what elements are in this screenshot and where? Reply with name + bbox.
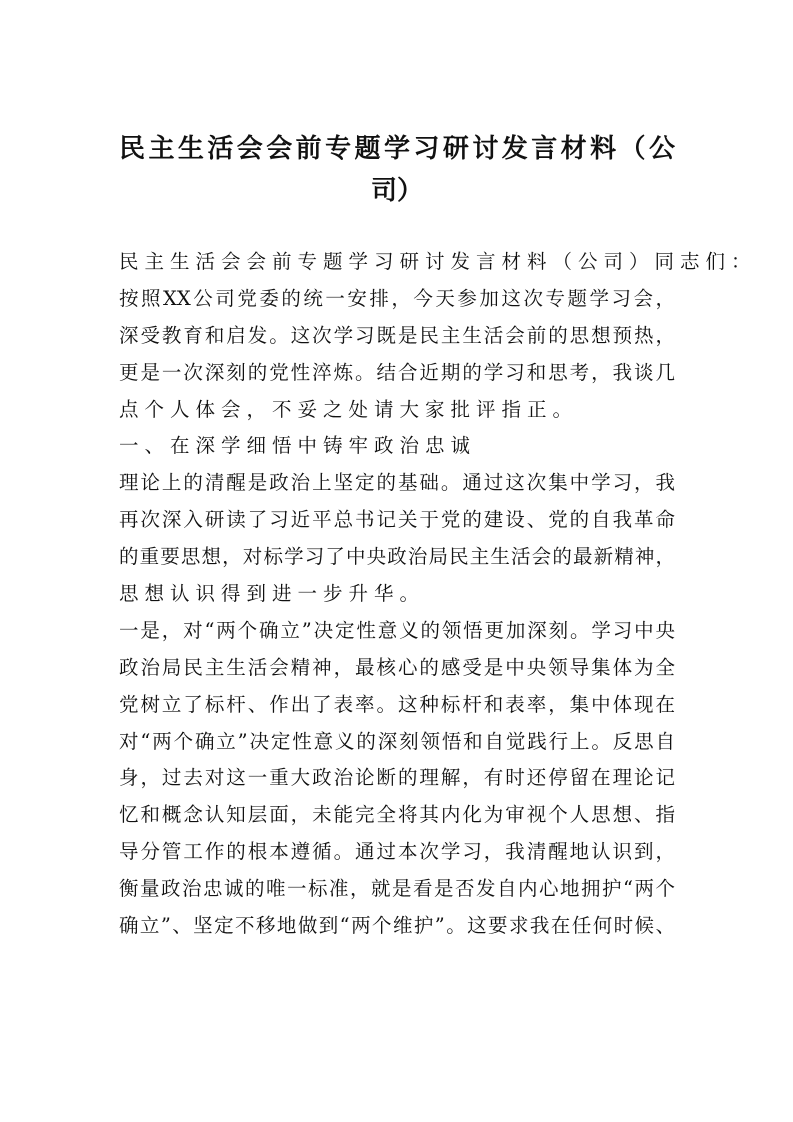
text-line: 民主生活会会前专题学习研讨发言材料（公司）同志们：	[119, 250, 757, 273]
title-line: 民主生活会会前专题学习研讨发言材料（公	[119, 134, 675, 164]
text-line: 党树立了标杆、作出了表率。这种标杆和表率，集中体现在	[119, 692, 675, 716]
text-line: 再次深入研读了习近平总书记关于党的建设、党的自我革命	[119, 508, 675, 532]
text-line: 一、在深学细悟中铸牢政治忠诚	[119, 434, 477, 458]
title-line: 司）	[370, 176, 423, 206]
text-line: 思想认识得到进一步升华。	[119, 582, 426, 606]
section-heading	[119, 428, 675, 465]
document-title	[119, 128, 675, 212]
text-line: 政治局民主生活会精神，最核心的感受是中央领导集体为全	[119, 655, 675, 679]
text-line: 忆和概念认知层面，未能完全将其内化为审视个人思想、指	[119, 803, 675, 827]
text-line: 更是一次深刻的党性淬炼。结合近期的学习和思考，我谈几	[119, 360, 675, 384]
text-line: 深受教育和启发。这次学习既是民主生活会前的思想预热，	[119, 323, 675, 347]
document-body	[119, 244, 757, 945]
text-line: 按照XX公司党委的统一安排，今天参加这次专题学习会，	[119, 286, 675, 310]
text-line: 一是，对“两个确立”决定性意义的领悟更加深刻。学习中央	[119, 618, 675, 642]
paragraph	[119, 465, 675, 613]
text-line: 身，过去对这一重大政治论断的理解，有时还停留在理论记	[119, 766, 675, 790]
text-line: 理论上的清醒是政治上坚定的基础。通过这次集中学习，我	[119, 471, 675, 495]
text-line: 导分管工作的根本遵循。通过本次学习，我清醒地认识到，	[119, 840, 675, 864]
paragraph	[119, 244, 757, 281]
paragraph	[119, 613, 675, 945]
text-line: 对“两个确立”决定性意义的深刻领悟和自觉践行上。反思自	[119, 729, 675, 753]
text-line: 衡量政治忠诚的唯一标准，就是看是否发自内心地拥护“两个	[119, 877, 675, 901]
text-line: 的重要思想，对标学习了中央政治局民主生活会的最新精神，	[119, 545, 675, 569]
text-line: 点个人体会，不妥之处请大家批评指正。	[119, 397, 579, 421]
text-line: 确立”、坚定不移地做到“两个维护”。这要求我在任何时候、	[119, 914, 675, 938]
paragraph	[119, 281, 675, 429]
